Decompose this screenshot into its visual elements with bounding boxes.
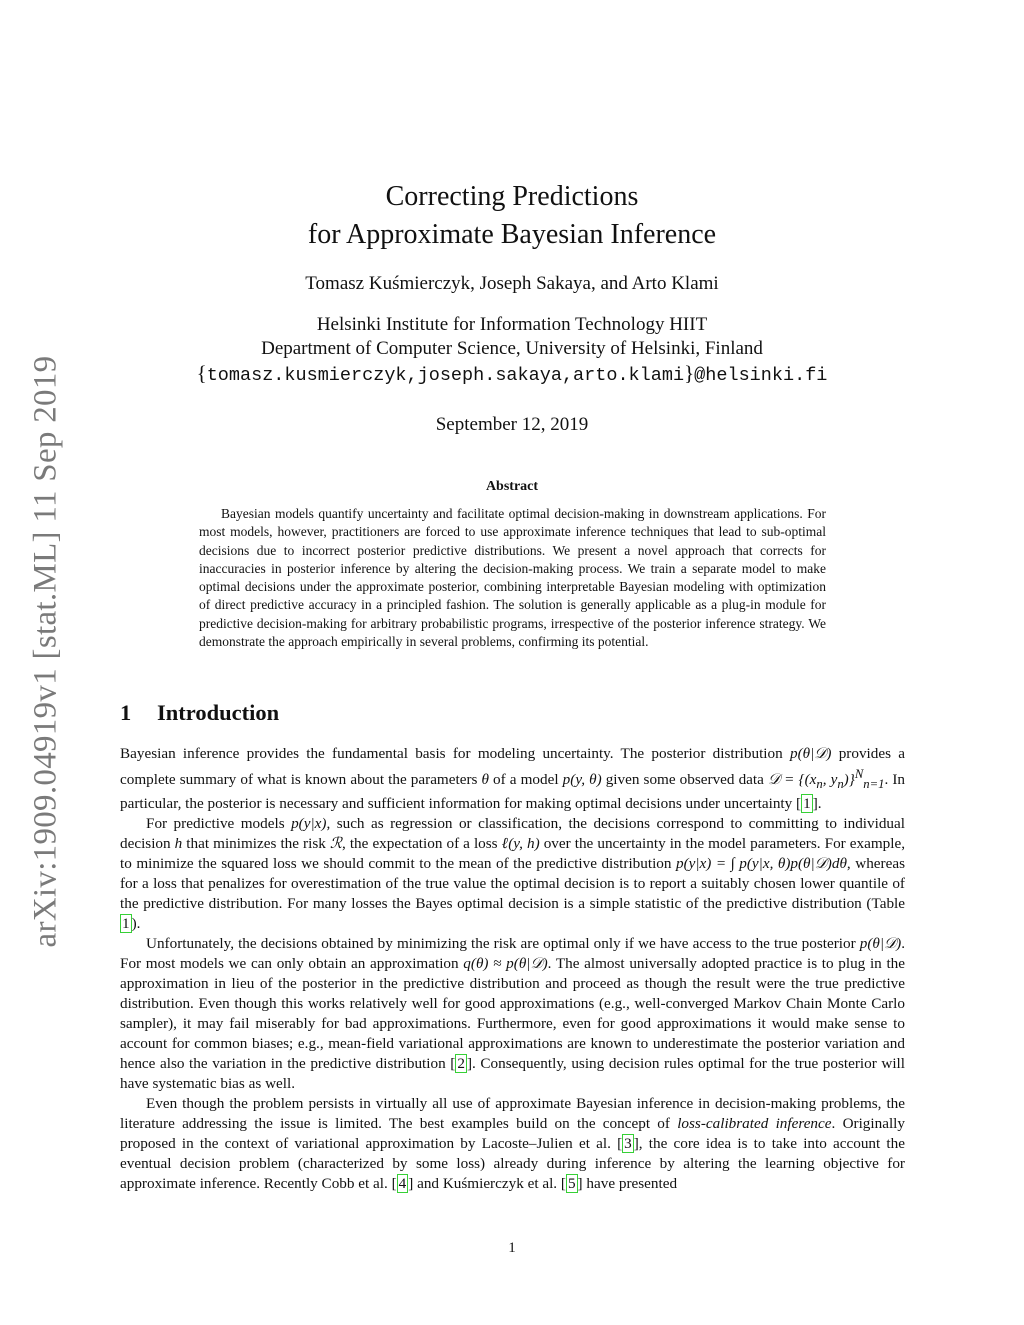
email-open-brace: { (196, 361, 207, 385)
math-predictive-integral: p(y|x) = ∫ p(y|x, θ)p(θ|𝒟)dθ (675, 855, 847, 873)
author-emails (0, 361, 1024, 388)
affiliation-department: Department of Computer Science, University of Helsinki, Finland (261, 338, 763, 359)
affiliation-institute: Helsinki Institute for Information Technology HIIT (316, 314, 708, 335)
email-close-brace: } (684, 361, 695, 385)
title-line-2: for Approximate Bayesian Inference (307, 219, 717, 250)
citation-link[interactable]: 2 (457, 1055, 465, 1073)
math-posterior: p(θ|𝒟) (789, 745, 832, 762)
page-number: 1 (508, 1240, 516, 1256)
abstract-heading: Abstract (485, 479, 539, 494)
math-dataset: 𝒟 = {($x_n$, $y_n)\}^N_{n=1}$ (767, 767, 885, 792)
math-theta: θ (481, 771, 489, 789)
author-list: Tomasz Kuśmierczyk, Joseph Sakaya, and Arto Klami (305, 273, 719, 294)
arxiv-sidebar (22, 345, 70, 957)
email-names: tomasz.kusmierczyk,joseph.sakaya,arto.klami (206, 365, 685, 386)
email-domain: @helsinki.fi (694, 365, 828, 386)
citation-link[interactable]: 5 (567, 1175, 576, 1193)
citation-link[interactable]: 1 (803, 795, 811, 813)
section-number: 1 (120, 700, 132, 725)
paragraph-1: Bayesian inference provides the fundamental basis for modeling uncertainty. The posterior distribution p(θ|𝒟) provides a complete summary of what is known about the parameters θ of a model p(y, θ) given some observed data 𝒟 = {($x_n$, $y_n)\}^N_{n=1}$. In particular, the posterior is necessary and sufficient information for making optimal decisions under uncertainty [ 1 ]. (120, 745, 906, 813)
citation-link[interactable]: 4 (398, 1175, 407, 1193)
math-model: p(y, θ) (562, 771, 602, 789)
publication-date: September 12, 2019 (435, 414, 589, 435)
section-heading-introduction (120, 700, 279, 726)
paragraph-4: Even though the problem persists in virtually all use of approximate Bayesian inference in decision-making problems, the literature addressing the issue is limited. The best examples build on the concept of loss-calibrated inference. Originally proposed in the context of variational approximation by Lacoste–Julien et al. [ 3 ], the core idea is to take into account the eventual decision problem (characterized by some loss) already during inference by altering the learning objective for approximate inference. Recently Cobb et al. [ 4 ] and Kuśmierczyk et al. [ 5 ] have presented (120, 1095, 905, 1193)
citation-link[interactable]: 3 (624, 1135, 632, 1153)
introduction-body (120, 744, 905, 1194)
affiliation-block (0, 313, 1024, 388)
arxiv-identifier: arXiv:1909.04919v1 [stat.ML] 11 Sep 2019 (27, 355, 64, 947)
abstract-text: Bayesian models quantify uncertainty and facilitate optimal decision-making in downstream applications. For most models, however, practitioners are forced to use approximate inference techniques that lead to sub-optimal decisions due to incorrect posterior predictive distributions. We present a novel approach that corrects for inaccuracies in posterior inference by altering the decision-making process. We train a separate model to make optimal decisions under the approximate posterior, combining interpretable Bayesian modeling with optimization of direct predictive accuracy in a principled fashion. The solution is generally applicable as a plug-in module for predictive decision-making for arbitrary probabilistic programs, irrespective of the posterior inference strategy. We demonstrate the approach empirically in several problems, confirming its potential. (199, 506, 826, 650)
paper-title (0, 178, 1024, 254)
table-link[interactable]: 1 (122, 915, 130, 933)
paragraph-2: For predictive models p(y|x), such as regression or classification, the decisions correspond to committing to individual decision h that minimizes the risk ℛ, the expectation of a loss ℓ(y, h) over the uncertainty in the model parameters. For example, to minimize the squared loss we should commit to the mean of the predictive distribution p(y|x) = ∫ p(y|x, θ)p(θ|𝒟)dθ, whereas for a loss that penalizes for overestimation of the true value the optimal decision is to report a suitably chosen lower quantile of the predictive distribution. For many losses the Bayes optimal decision is a simple statistic of the predictive distribution (Table 1 ). (120, 815, 906, 933)
section-title: Introduction (157, 700, 280, 725)
title-line-1: Correcting Predictions (385, 181, 639, 212)
paragraph-3: Unfortunately, the decisions obtained by minimizing the risk are optimal only if we have access to the true posterior p(θ|𝒟). For most models we can only obtain an approximation q(θ) ≈ p(θ|𝒟). The almost universally adopted practice is to plug in the approximation in lieu of the posterior in the predictive distribution and proceed as though the result were the true predictive distribution. Even though this works relatively well for good approximations (e.g., well-converged Markov Chain Monte Carlo sampler), it may fail miserably for bad approximations. Furthermore, even for good approximations it would make sense to account for common biases; e.g., mean-field variational approximations are known to underestimate the posterior variation and hence also the variation in the predictive distribution [ 2 ]. Consequently, using decision rules optimal for the true posterior will have systematic bias as well. (120, 935, 906, 1093)
